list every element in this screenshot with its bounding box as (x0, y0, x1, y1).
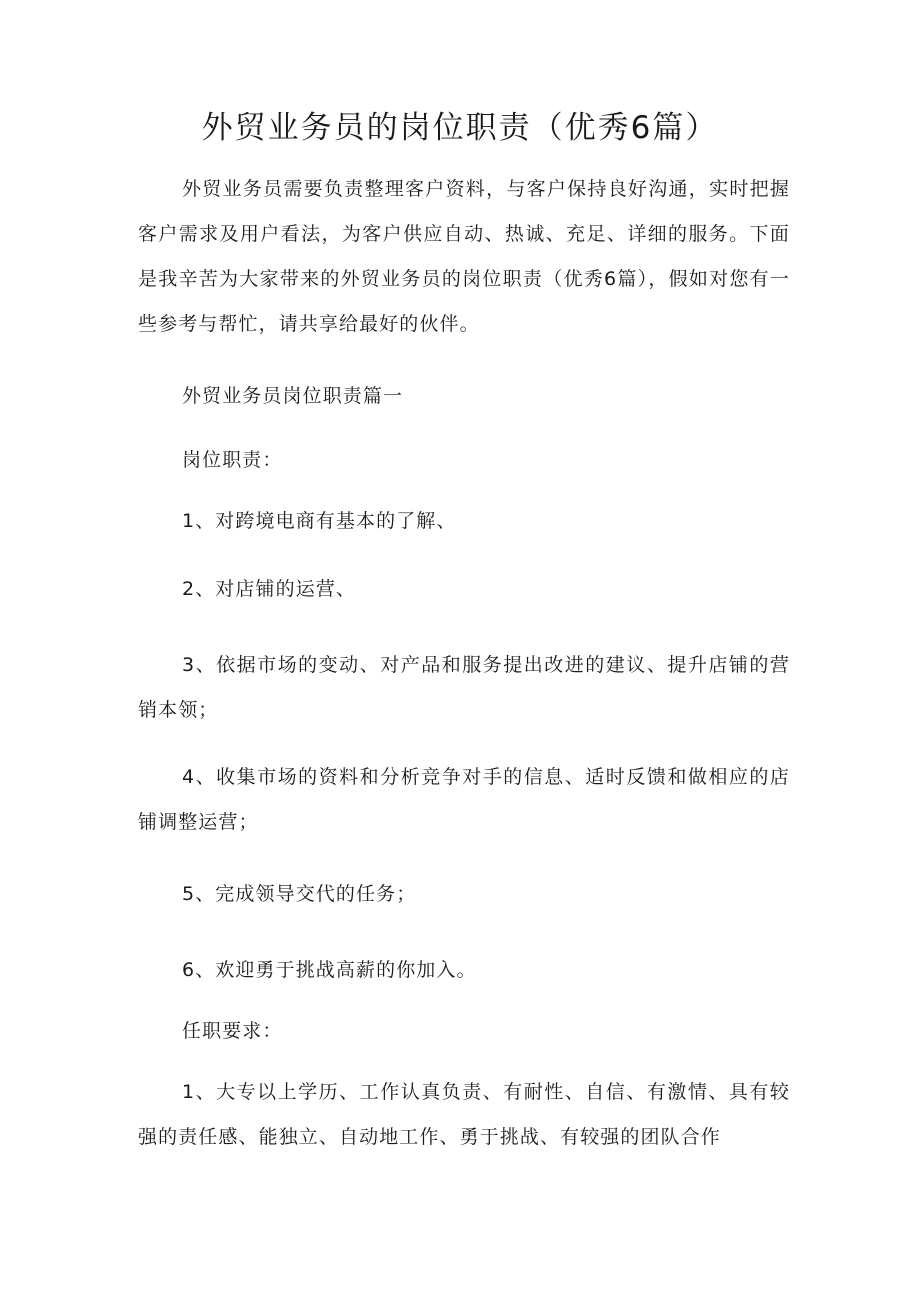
intro-paragraph: 外贸业务员需要负责整理客户资料，与客户保持良好沟通，实时把握客户需求及用户看法，为客户供应自动、热诚、充足、详细的服务。下面是我辛苦为大家带来的外贸业务员的岗位职责（优秀6篇），假如对您有一些参考与帮忙，请共享给最好的伙伴。 (138, 178, 790, 335)
duty-item-4: 4、收集市场的资料和分析竞争对手的信息、适时反馈和做相应的店铺调整运营； (138, 766, 790, 833)
requirement-item-1: 1、大专以上学历、工作认真负责、有耐性、自信、有激情、具有较强的责任感、能独立、自动地工作、勇于挑战、有较强的团队合作 (138, 1081, 790, 1148)
document-title: 外贸业务员的岗位职责（优秀6篇） (201, 110, 719, 146)
duty-item-6: 6、欢迎勇于挑战高薪的你加入。 (182, 959, 477, 981)
duty-item-3: 3、依据市场的变动、对产品和服务提出改进的建议、提升店铺的营销本领； (138, 654, 790, 721)
duties-label: 岗位职责： (182, 449, 283, 471)
requirements-label: 任职要求： (182, 1020, 283, 1042)
section-heading: 外贸业务员岗位职责篇一 (182, 385, 404, 407)
duty-item-1: 1、对跨境电商有基本的了解、 (182, 510, 457, 532)
duty-item-2: 2、对店铺的运营、 (182, 578, 356, 600)
duty-item-5: 5、完成领导交代的任务； (182, 883, 417, 905)
